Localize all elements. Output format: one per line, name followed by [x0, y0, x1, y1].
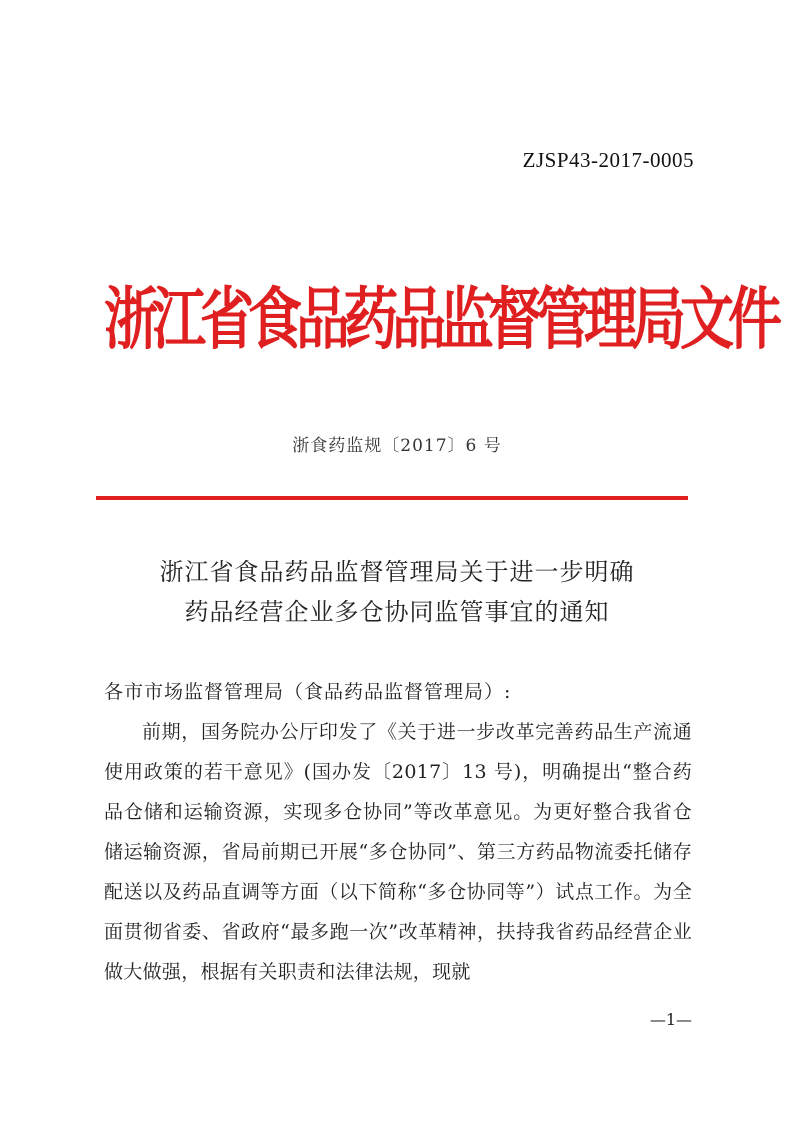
issuer-title: 浙江省食品药品监督管理局文件: [104, 278, 776, 359]
salutation: 各市市场监督管理局（食品药品监督管理局）:: [104, 681, 512, 703]
body-paragraph: 前期，国务院办公厅印发了《关于进一步改革完善药品生产流通使用政策的若干意见》(国办发〔2017〕13 号)，明确提出“整合药品仓储和运输资源，实现多仓协同”等改革意见。为更好整合我省仓储运输资源，省局前期已开展“多仓协同”、第三方药品物流委托储存配送以及药品直调等方面（以下简称“多仓协同等”）试点工作。为全面贯彻省委、省政府“最多跑一次”改革精神，扶持我省药品经营企业做大做强，根据有关职责和法律法规，现就: [104, 721, 692, 983]
red-divider-line: [96, 496, 688, 500]
page-number: —1—: [649, 1010, 692, 1029]
document-body: [104, 672, 692, 992]
notice-title-line-1: 浙江省食品药品监督管理局关于进一步明确: [159, 558, 635, 586]
notice-title-line-2: 药品经营企业多仓协同监管事宜的通知: [184, 598, 610, 626]
document-number: 浙食药监规〔2017〕6 号: [292, 436, 502, 456]
document-code: ZJSP43-2017-0005: [522, 148, 694, 172]
notice-title: [0, 552, 794, 632]
